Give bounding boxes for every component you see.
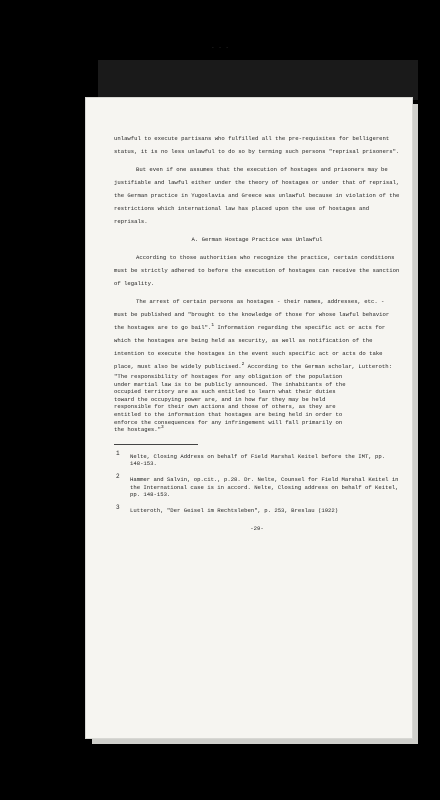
document-body bbox=[114, 132, 400, 535]
footnote-number: 2 bbox=[116, 472, 120, 480]
footnote-text: Lutteroth, "Der Geisel im Rechtsleben", p. 253, Breslau (1922) bbox=[130, 506, 339, 514]
page-number: -29- bbox=[250, 525, 264, 533]
film-header-strip bbox=[0, 0, 440, 60]
paragraph-arrest-part1: The arrest of certain persons as hostages - their names, addresses, etc. - must be published and "brought to the knowledge of those for whose lawful behavior the hostages are to go bail". bbox=[114, 298, 390, 331]
paragraph-hostage-theory: But even if one assumes that the execution of hostages and prisoners may be justifiable and lawful either under the theory of hostages or under that of reprisal, the German practice in Yugoslavia and Greece was unlawful because in violation of the restrictions which international law has placed upon the use of hostages and reprisals. bbox=[114, 166, 400, 225]
footnote-text: Nelte, Closing Address on behalf of Field Marshal Keitel before the IMT, pp. 148-153. bbox=[130, 452, 386, 468]
footnote bbox=[114, 503, 400, 515]
footnote bbox=[114, 472, 400, 499]
footnote-divider bbox=[114, 444, 198, 445]
block-quote bbox=[114, 373, 354, 434]
section-heading: A. German Hostage Practice was Unlawful bbox=[191, 236, 323, 243]
paragraph-arrest-part3: According to the German scholar, Lutteroth: bbox=[244, 363, 392, 370]
film-strip-label: - - - bbox=[210, 44, 230, 51]
footnote-ref-3: 3 bbox=[161, 425, 164, 431]
paragraph-conditions: According to those authorities who recognize the practice, certain conditions must be strictly adhered to before the execution of hostages can receive the sanction of legality. bbox=[114, 254, 400, 287]
paragraph-arrest bbox=[114, 295, 400, 373]
footnote-number: 3 bbox=[116, 503, 120, 511]
footnote-ref-1: 1 bbox=[211, 323, 215, 329]
document-page bbox=[86, 98, 412, 738]
page-shadow-edge bbox=[98, 60, 418, 100]
footnote-ref-2: 2 bbox=[241, 362, 245, 368]
footnote bbox=[114, 449, 400, 468]
block-quote-text: "The responsibility of hostages for any obligation of the population under martial law is to be publicly announced. The inhabitants of the occupied territory are as such entitled to learn what their duties toward the occupying power are, and in how far they may be held responsible for their own actions and those of others, as they are entitled to the information that hostages are being held in order to enforce the consequences for any infringement will fall primarily on the hostages." bbox=[114, 373, 346, 434]
footnote-text: Hammer and Salvin, op.cit., p.28. Dr. Nelte, Counsel for Field Marshal Keitel in the International case is in accord. Nelte, Closing address on behalf of Keitel, pp. 148-153. bbox=[130, 475, 399, 499]
footnote-number: 1 bbox=[116, 449, 120, 457]
paragraph-continuation: unlawful to execute partisans who fulfilled all the pre-requisites for belligerent status, it is no less unlawful to do so by terming such persons "reprisal prisoners". bbox=[114, 135, 400, 155]
paragraph-arrest-part2: Information regarding the specific act or acts for which the hostages are being held as security, as well as notification of the intention to execute the hostages in the event such specific act or acts do take place, must also be widely publicised. bbox=[114, 324, 386, 370]
